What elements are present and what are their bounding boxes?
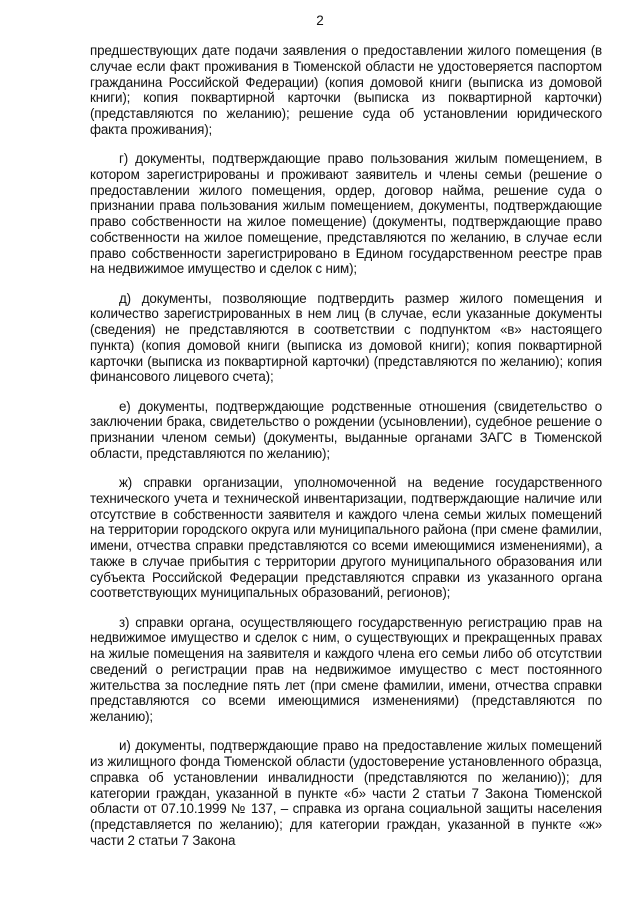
paragraph-item-e: е) документы, подтверждающие родственные отношения (свидетельство о заключении брака, свидетельство о рождении (усыновлении), судебное решение о признании членом семьи) (документы, выданные органами ЗАГС в Тюменской области, представляются по желанию);: [90, 398, 602, 461]
paragraph-item-zh: ж) справки организации, уполномоченной на ведение государственного технического учета и технической инвентаризации, подтверждающие наличие или отсутствие в собственности заявителя и каждого члена семьи жилых помещений на территории городского округа или муниципального района (при смене фамилии, имени, отчества справки представляются со всеми имеющимися изменениями), а также в случае прибытия с территории другого муниципального образования или субъекта Российской Федерации представляются справки из указанного органа соответствующих муниципальных образований, регионов);: [90, 475, 602, 601]
page-number: 2: [316, 13, 324, 28]
paragraph-item-d: д) документы, позволяющие подтвердить размер жилого помещения и количество зарегистрированных в нем лиц (в случае, если указанные документы (сведения) не представляются в соответствии с подпунктом «в» настоящего пункта) (копия домовой книги (выписка из домовой книги); копия поквартирной карточки (выписка из поквартирной карточки) (представляются по желанию); копия финансового лицевого счета);: [90, 290, 602, 385]
document-body: [90, 43, 602, 849]
paragraph-item-g: г) документы, подтверждающие право пользования жилым помещением, в котором зарегистрированы и проживают заявитель и члены семьи (решение о предоставлении жилого помещения, ордер, договор найма, решение суда о признании права пользования жилым помещением, документы, подтверждающие право собственности на жилое помещение) (документы, подтверждающие право собственности на жилое помещение, представляются по желанию, в случае если право собственности зарегистрировано в Едином государственном реестре прав на недвижимое имущество и сделок с ним);: [90, 151, 602, 277]
paragraph-continuation: предшествующих дате подачи заявления о предоставлении жилого помещения (в случае если факт проживания в Тюменской области не удостоверяется паспортом гражданина Российской Федерации) (копия домовой книги (выписка из домовой книги); копия поквартирной карточки (выписка из поквартирной карточки) (представляются по желанию); решение суда об установлении юридического факта проживания);: [90, 43, 602, 137]
paragraph-item-i: и) документы, подтверждающие право на предоставление жилых помещений из жилищного фонда Тюменской области (удостоверение установленного образца, справка об установлении инвалидности (представляются по желанию)); для категории граждан, указанной в пункте «б» части 2 статьи 7 Закона Тюменской области от 07.10.1999 № 137, – справка из органа социальной защиты населения (представляется по желанию); для категории граждан, указанной в пункте «ж» части 2 статьи 7 Закона: [90, 738, 602, 848]
paragraph-item-z: з) справки органа, осуществляющего государственную регистрацию прав на недвижимое имущество и сделок с ним, о существующих и прекращенных правах на жилые помещения на заявителя и каждого члена его семьи либо об отсутствии сведений о регистрации прав на недвижимое имущество с мест постоянного жительства за последние пять лет (при смене фамилии, имени, отчества справки представляются со всеми имеющимися изменениями) (представляются по желанию);: [90, 614, 602, 724]
